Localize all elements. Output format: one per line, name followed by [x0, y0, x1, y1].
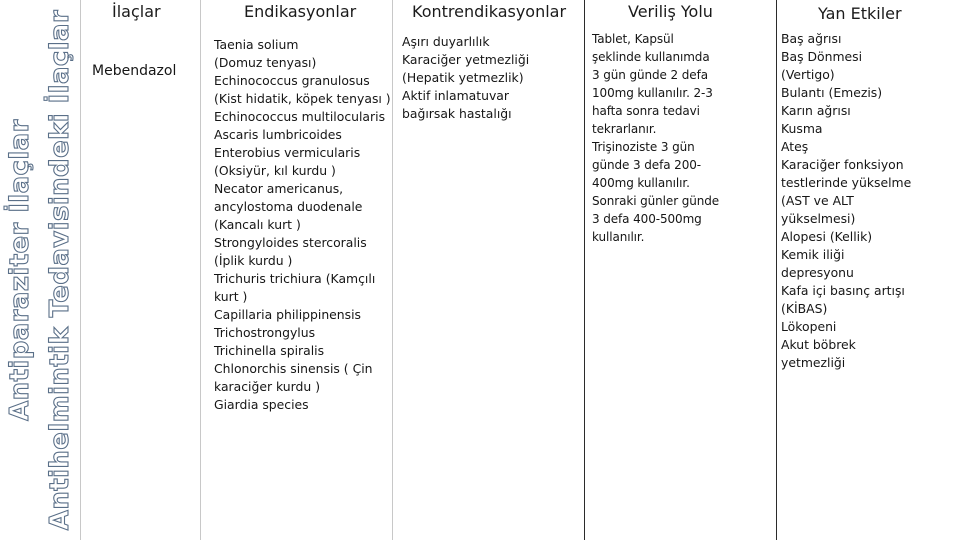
- route-line: 100mg kullanılır. 2-3: [592, 86, 713, 100]
- route-line: günde 3 defa 200-: [592, 158, 702, 172]
- column-divider: [392, 0, 393, 540]
- side-effect-line: (AST ve ALT: [781, 193, 854, 208]
- side-effect-line: Kemik iliği: [781, 247, 845, 262]
- contraindication-line: bağırsak hastalığı: [402, 106, 512, 121]
- indication-line: Capillaria philippinensis: [214, 307, 361, 322]
- header-route: Veriliş Yolu: [628, 2, 713, 21]
- drug-name: Mebendazol: [92, 63, 177, 79]
- column-divider: [200, 0, 201, 540]
- side-effect-line: Ateş: [781, 139, 809, 154]
- side-title-line-1: Antiparaziter İlaçlar: [5, 119, 35, 421]
- side-effect-line: (Vertigo): [781, 67, 835, 82]
- indication-line: (İplik kurdu ): [214, 253, 293, 268]
- side-effect-line: Kafa içi basınç artışı: [781, 283, 905, 298]
- side-effect-line: Kusma: [781, 121, 823, 136]
- indication-line: Necator americanus,: [214, 181, 344, 196]
- indication-line: kurt ): [214, 289, 248, 304]
- indication-line: Ascaris lumbricoides: [214, 127, 342, 142]
- side-effect-line: (KİBAS): [781, 301, 828, 316]
- indication-line: Chlonorchis sinensis ( Çin: [214, 361, 373, 376]
- indication-line: Trichuris trichiura (Kamçılı: [214, 271, 376, 286]
- indication-line: Trichinella spiralis: [214, 343, 325, 358]
- side-effect-line: Karın ağrısı: [781, 103, 851, 118]
- side-effect-line: yükselmesi): [781, 211, 856, 226]
- route-line: şeklinde kullanımda: [592, 50, 710, 64]
- route-line: 3 defa 400-500mg: [592, 212, 702, 226]
- column-divider: [80, 0, 81, 540]
- contraindication-line: Aşırı duyarlılık: [402, 34, 490, 49]
- header-side-effects: Yan Etkiler: [818, 4, 902, 23]
- route-list: [592, 30, 719, 246]
- indication-line: Echinococcus granulosus: [214, 73, 370, 88]
- contraindication-line: Karaciğer yetmezliği: [402, 52, 530, 67]
- side-effect-line: yetmezliği: [781, 355, 846, 370]
- route-line: Trişinoziste 3 gün: [592, 140, 695, 154]
- indication-line: Echinococcus multilocularis: [214, 109, 386, 124]
- side-effect-line: Lökopeni: [781, 319, 837, 334]
- side-effect-line: testlerinde yükselme: [781, 175, 912, 190]
- header-drugs: İlaçlar: [112, 2, 161, 21]
- route-line: Sonraki günler günde: [592, 194, 720, 208]
- side-effect-line: Baş ağrısı: [781, 31, 842, 46]
- route-line: 400mg kullanılır.: [592, 176, 690, 190]
- indication-line: Enterobius vermicularis: [214, 145, 361, 160]
- side-effect-line: Alopesi (Kellik): [781, 229, 873, 244]
- contraindication-line: Aktif inlamatuvar: [402, 88, 509, 103]
- header-indications: Endikasyonlar: [244, 2, 357, 21]
- indication-line: Strongyloides stercoralis: [214, 235, 367, 250]
- route-line: 3 gün günde 2 defa: [592, 68, 708, 82]
- route-line: kullanılır.: [592, 230, 645, 244]
- indication-line: (Oksiyür, kıl kurdu ): [214, 163, 336, 178]
- route-line: tekrarlanır.: [592, 122, 657, 136]
- column-divider: [584, 0, 585, 540]
- indication-line: Taenia solium: [214, 37, 299, 52]
- indication-line: (Kancalı kurt ): [214, 217, 301, 232]
- indication-line: Giardia species: [214, 397, 309, 412]
- indication-line: (Domuz tenyası): [214, 55, 317, 70]
- indication-line: ancylostoma duodenale: [214, 199, 363, 214]
- side-effects-list: [781, 30, 911, 372]
- side-effect-line: Akut böbrek: [781, 337, 856, 352]
- contraindication-line: (Hepatik yetmezlik): [402, 70, 524, 85]
- route-line: Tablet, Kapsül: [592, 32, 674, 46]
- side-effect-line: depresyonu: [781, 265, 854, 280]
- column-divider: [776, 0, 777, 540]
- side-effect-line: Karaciğer fonksiyon: [781, 157, 904, 172]
- contraindications-list: [402, 33, 529, 123]
- side-title: [0, 0, 80, 540]
- indication-line: Trichostrongylus: [214, 325, 316, 340]
- indication-line: (Kist hidatik, köpek tenyası ): [214, 91, 391, 106]
- side-title-line-2: Antihelmintik Tedavisindeki İlaçlar: [45, 9, 75, 531]
- indications-list: [214, 36, 391, 414]
- indication-line: karaciğer kurdu ): [214, 379, 321, 394]
- header-contraindications: Kontrendikasyonlar: [412, 2, 567, 21]
- side-effect-line: Baş Dönmesi: [781, 49, 863, 64]
- side-effect-line: Bulantı (Emezis): [781, 85, 883, 100]
- route-line: hafta sonra tedavi: [592, 104, 700, 118]
